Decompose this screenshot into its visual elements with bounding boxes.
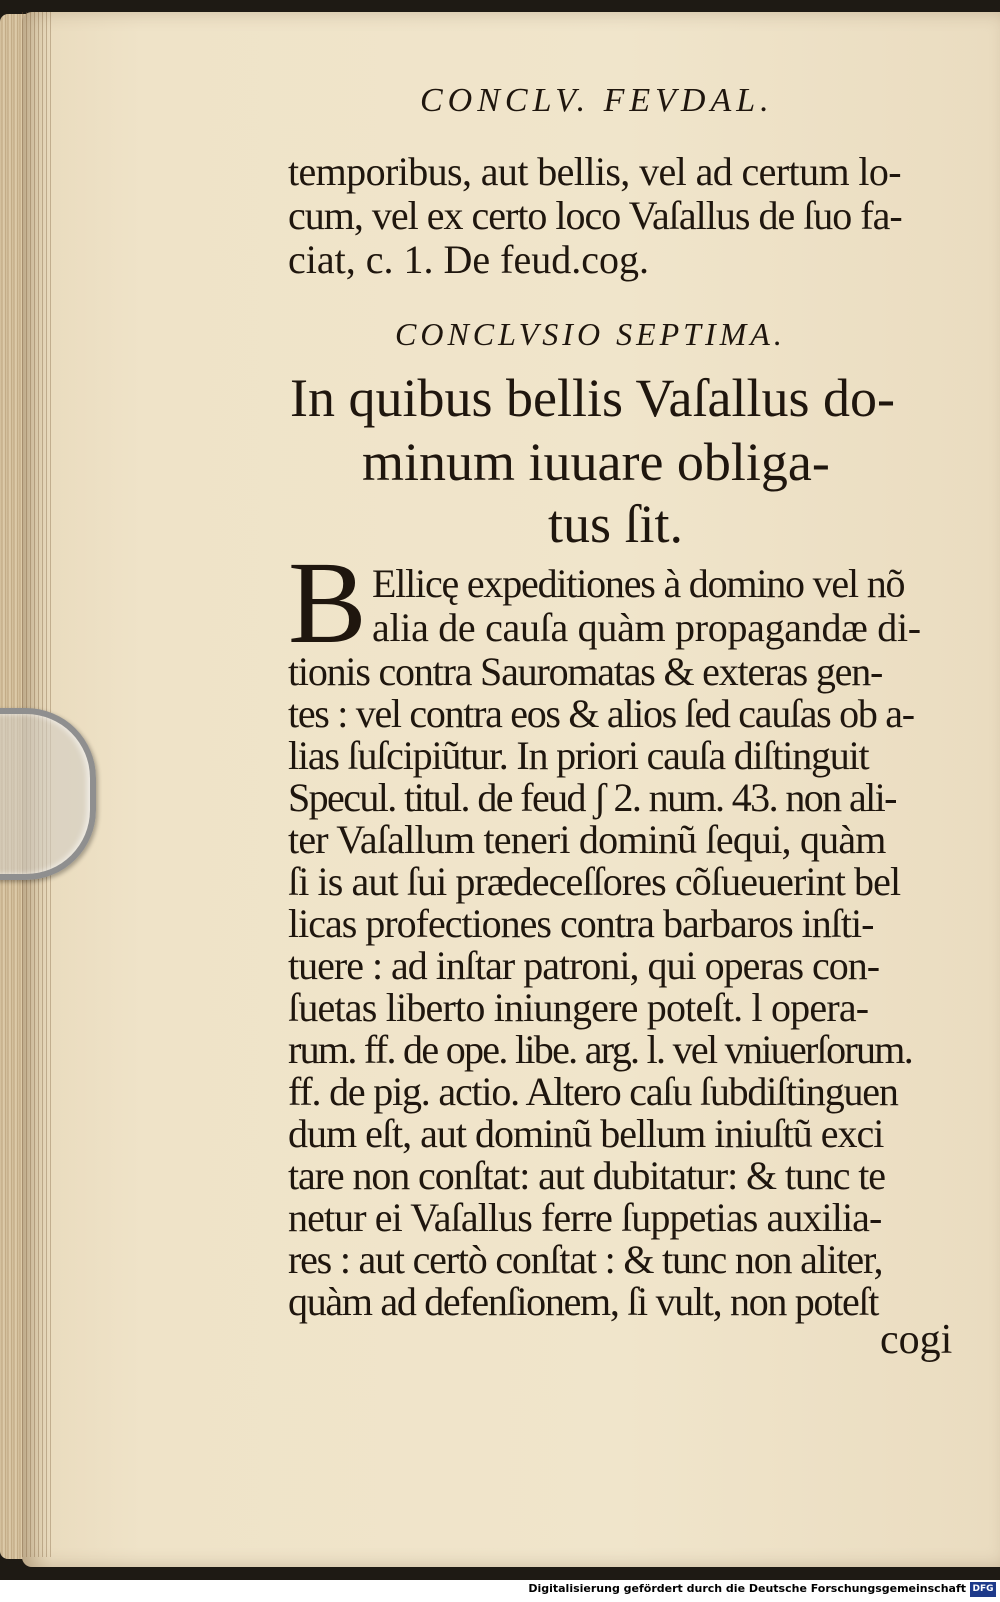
- body-line: tare non conſtat: aut dubitatur: & tunc te: [288, 1153, 885, 1198]
- body-line: ſuetas liberto iniungere poteſt. l opera-: [288, 985, 869, 1030]
- body-line: ſi is aut ſui prædeceſſores cõſueuerint bel: [288, 859, 901, 904]
- body-line: licas profectiones contra barbaros inſti-: [288, 901, 874, 946]
- body-line: Specul. titul. de feud ʃ 2. num. 43. non ali-: [288, 775, 896, 820]
- digitization-credit: Digitalisierung gefördert durch die Deutsche Forschungsgemeinschaft: [528, 1582, 966, 1595]
- body-line: dum eſt, aut dominũ bellum iniuſtũ exci: [288, 1111, 884, 1156]
- running-header: CONCLV. FEVDAL.: [420, 82, 774, 119]
- body-line: alia de cauſa quàm propagandæ di-: [372, 605, 921, 650]
- body-line: tes : vel contra eos & alios ſed cauſas ob a-: [288, 691, 914, 736]
- intro-line: ciat, c. 1. De feud.cog.: [288, 237, 649, 282]
- title-line: tus ſit.: [548, 494, 684, 554]
- dfg-logo-icon: DFG: [970, 1582, 996, 1597]
- body-line: ter Vaſallum teneri dominũ ſequi, quàm: [288, 817, 886, 862]
- section-heading: CONCLVSIO SEPTIMA.: [395, 316, 786, 352]
- catchword: cogi: [880, 1317, 953, 1363]
- body-line: tionis contra Sauromatas & exteras gen-: [288, 649, 883, 694]
- body-line: netur ei Vaſallus ferre ſuppetias auxilia-: [288, 1195, 882, 1240]
- intro-line: cum, vel ex certo loco Vaſallus de ſuo fa-: [288, 193, 902, 238]
- body-line: Ellicę expeditiones à domino vel nõ: [372, 561, 905, 606]
- body-line: rum. ff. de ope. libe. arg. l. vel vniuerſorum.: [288, 1027, 913, 1072]
- body-line: ff. de pig. actio. Altero caſu ſubdiſtinguen: [288, 1069, 898, 1114]
- title-line: minum iuuare obliga-: [362, 432, 830, 492]
- body-line: tuere : ad inſtar patroni, qui operas con-: [288, 943, 880, 988]
- title-line: In quibus bellis Vaſallus do-: [290, 368, 895, 428]
- body-line: lias ſuſcipiũtur. In priori cauſa diſtinguit: [288, 733, 869, 778]
- body-line: quàm ad defenſionem, ſi vult, non poteſt: [288, 1279, 879, 1324]
- body-line: res : aut certò conſtat : & tunc non aliter,: [288, 1237, 883, 1282]
- intro-line: temporibus, aut bellis, vel ad certum lo-: [288, 149, 902, 194]
- drop-cap: B: [288, 537, 367, 668]
